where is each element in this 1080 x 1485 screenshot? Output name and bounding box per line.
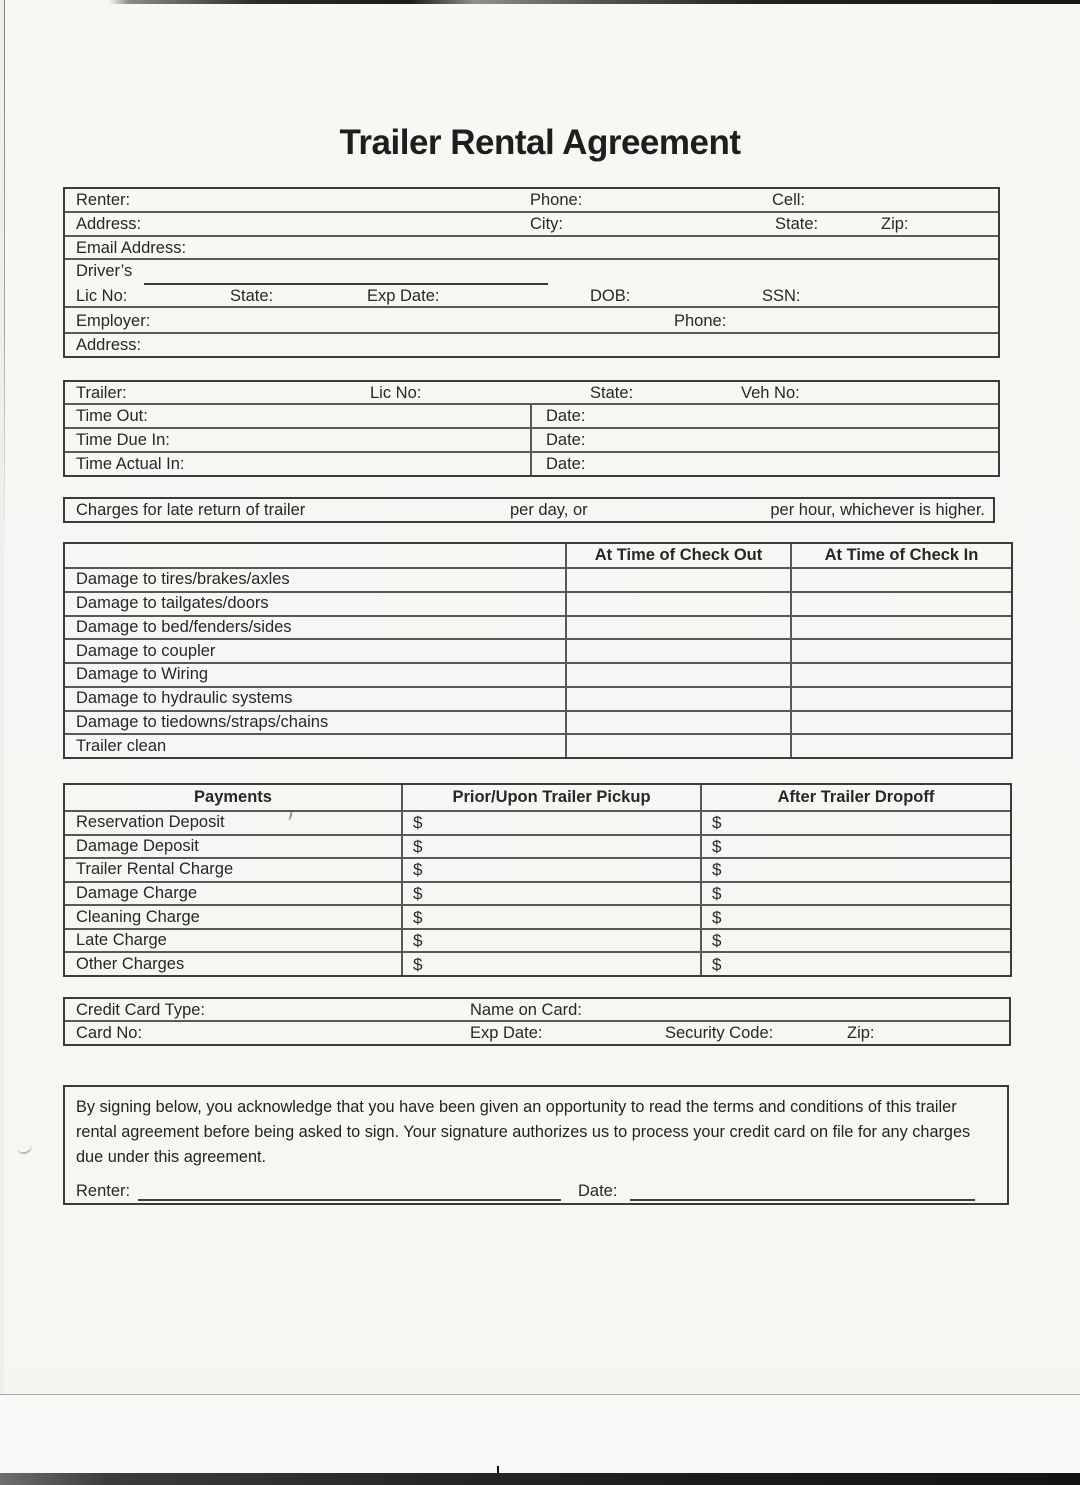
dob-label: DOB: (590, 287, 631, 305)
time-actual-in-row (65, 453, 998, 475)
time-due-in-row (65, 429, 998, 453)
late-charges-box (63, 497, 995, 523)
address-label: Address: (76, 215, 142, 233)
employer-address-row (65, 334, 998, 356)
renter-signature-line (138, 1199, 561, 1201)
dropoff-header: After Trailer Dropoff (777, 788, 935, 806)
renter-row (65, 189, 998, 213)
dollar-sign: $ (413, 884, 423, 904)
scan-curl-mark (16, 1141, 33, 1155)
time-due-in-label: Time Due In: (65, 429, 532, 451)
payments-table-row (65, 951, 1010, 975)
scan-bottom-area (0, 1395, 1080, 1473)
dollar-sign: $ (413, 907, 423, 927)
damage-table-row (65, 567, 1011, 591)
date-label: Date: (546, 454, 586, 473)
damage-item-label: Damage to tiedowns/straps/chains (65, 712, 567, 734)
employer-label: Employer: (76, 312, 151, 330)
drivers-license-row (65, 260, 998, 308)
lic-state-label: State: (230, 287, 274, 305)
cc-exp-date-label: Exp Date: (470, 1024, 543, 1042)
payments-table-row (65, 904, 1010, 928)
payments-table-row (65, 928, 1010, 952)
time-out-row (65, 405, 998, 429)
payments-table (63, 783, 1012, 977)
payments-header: Payments (65, 785, 403, 810)
check-in-cell (792, 569, 1011, 591)
late-charges-lead-text: Charges for late return of trailer (76, 501, 306, 519)
card-number-row (65, 1022, 1009, 1044)
damage-item-label: Damage to Wiring (65, 664, 567, 686)
damage-table-row (65, 686, 1011, 710)
check-in-cell (792, 735, 1011, 757)
state-label: State: (775, 215, 819, 233)
damage-table-row (65, 615, 1011, 639)
check-out-cell (567, 735, 792, 757)
late-charges-per-hour-text: per hour, whichever is higher. (770, 501, 985, 519)
check-in-cell (792, 593, 1011, 615)
trailer-info-box (63, 380, 1000, 477)
check-in-cell (792, 688, 1011, 710)
exp-date-label: Exp Date: (367, 287, 440, 305)
page-title: Trailer Rental Agreement (339, 123, 741, 162)
drivers-label: Driver’s (76, 262, 133, 280)
date-label: Date: (546, 406, 586, 425)
check-out-cell (567, 664, 792, 686)
cc-zip-label: Zip: (847, 1024, 875, 1042)
employer-address-label: Address: (76, 336, 142, 354)
dollar-sign: $ (413, 954, 423, 974)
check-out-cell (567, 640, 792, 662)
payment-item-label: Other Charges (65, 953, 403, 975)
dollar-sign: $ (712, 931, 722, 951)
signature-date-label: Date: (578, 1182, 618, 1200)
payment-item-label: Trailer Rental Charge (65, 859, 403, 881)
dollar-sign: $ (413, 860, 423, 880)
employer-row (65, 308, 998, 334)
damage-item-label: Damage to hydraulic systems (65, 688, 567, 710)
drivers-blank-line (144, 283, 548, 285)
damage-item-label: Damage to tailgates/doors (65, 593, 567, 615)
check-out-cell (567, 712, 792, 734)
ssn-label: SSN: (762, 287, 801, 305)
damage-table-row (65, 710, 1011, 734)
payments-table-row (65, 834, 1010, 858)
trailer-row (65, 382, 998, 405)
damage-table-header-row (65, 544, 1011, 567)
address-row (65, 213, 998, 237)
time-out-label: Time Out: (65, 405, 532, 427)
renter-label: Renter: (76, 191, 131, 209)
time-actual-in-label: Time Actual In: (65, 453, 532, 475)
scan-bottom-bar-artifact (0, 1473, 1080, 1485)
payment-item-label: Cleaning Charge (65, 906, 403, 928)
check-out-cell (567, 593, 792, 615)
pickup-header: Prior/Upon Trailer Pickup (403, 785, 702, 810)
credit-card-box (63, 997, 1011, 1046)
city-label: City: (530, 215, 563, 233)
renter-info-box (63, 187, 1000, 358)
veh-no-label: Veh No: (741, 384, 800, 402)
lic-no-label: Lic No: (76, 287, 128, 305)
security-code-label: Security Code: (665, 1024, 774, 1042)
dollar-sign: $ (712, 860, 722, 880)
zip-label: Zip: (881, 215, 909, 233)
dollar-sign: $ (712, 884, 722, 904)
trailer-state-label: State: (590, 384, 634, 402)
damage-item-label: Damage to coupler (65, 640, 567, 662)
scan-bottom-tick-artifact (497, 1466, 499, 1474)
damage-item-label: Damage to tires/brakes/axles (65, 569, 567, 591)
payment-item-label: Late Charge (65, 930, 403, 952)
damage-table-row (65, 638, 1011, 662)
check-in-cell (792, 640, 1011, 662)
payment-item-label: Reservation Deposit (65, 812, 403, 834)
email-row (65, 237, 998, 260)
dollar-sign: $ (413, 836, 423, 856)
payment-item-label: Damage Charge (65, 883, 403, 905)
damage-table-row (65, 662, 1011, 686)
credit-card-type-label: Credit Card Type: (76, 1001, 206, 1019)
scan-top-edge-artifact (0, 0, 1080, 4)
payments-table-row (65, 810, 1010, 834)
dollar-sign: $ (712, 836, 722, 856)
damage-item-label: Damage to bed/fenders/sides (65, 617, 567, 639)
dollar-sign: $ (712, 907, 722, 927)
phone-label: Phone: (530, 191, 583, 209)
payments-header-row (65, 785, 1010, 810)
payments-table-row (65, 881, 1010, 905)
cell-label: Cell: (772, 191, 806, 209)
date-label: Date: (546, 430, 586, 449)
damage-table-row (65, 591, 1011, 615)
damage-table-row (65, 733, 1011, 757)
card-no-label: Card No: (76, 1024, 143, 1042)
email-address-label: Email Address: (76, 239, 187, 257)
check-out-header: At Time of Check Out (567, 544, 792, 567)
scan-left-edge-line (4, 0, 5, 560)
dollar-sign: $ (413, 931, 423, 951)
check-in-cell (792, 617, 1011, 639)
employer-phone-label: Phone: (674, 312, 727, 330)
late-charges-per-day-text: per day, or (510, 501, 588, 519)
signature-renter-label: Renter: (76, 1182, 131, 1200)
check-in-header: At Time of Check In (824, 546, 979, 564)
damage-header-empty-cell (65, 544, 567, 567)
acknowledgement-text: By signing below, you acknowledge that you have been given an opportunity to read the terms and conditions of this trailer rental agreement before being asked to sign. Your signature authorizes us to process your credit card on file for any charges due under this agreement. (76, 1098, 971, 1166)
damage-inspection-table (63, 542, 1013, 759)
check-out-cell (567, 569, 792, 591)
trailer-lic-no-label: Lic No: (370, 384, 422, 402)
check-in-cell (792, 712, 1011, 734)
trailer-label: Trailer: (76, 384, 127, 402)
damage-item-label: Trailer clean (65, 735, 567, 757)
credit-card-type-row (65, 999, 1009, 1022)
date-signature-line (630, 1199, 975, 1201)
check-out-cell (567, 688, 792, 710)
dollar-sign: $ (413, 813, 423, 833)
check-in-cell (792, 664, 1011, 686)
dollar-sign: $ (712, 813, 722, 833)
payments-table-row (65, 857, 1010, 881)
check-out-cell (567, 617, 792, 639)
dollar-sign: $ (712, 954, 722, 974)
payment-item-label: Damage Deposit (65, 836, 403, 858)
signature-box (63, 1085, 1009, 1205)
name-on-card-label: Name on Card: (470, 1001, 582, 1019)
